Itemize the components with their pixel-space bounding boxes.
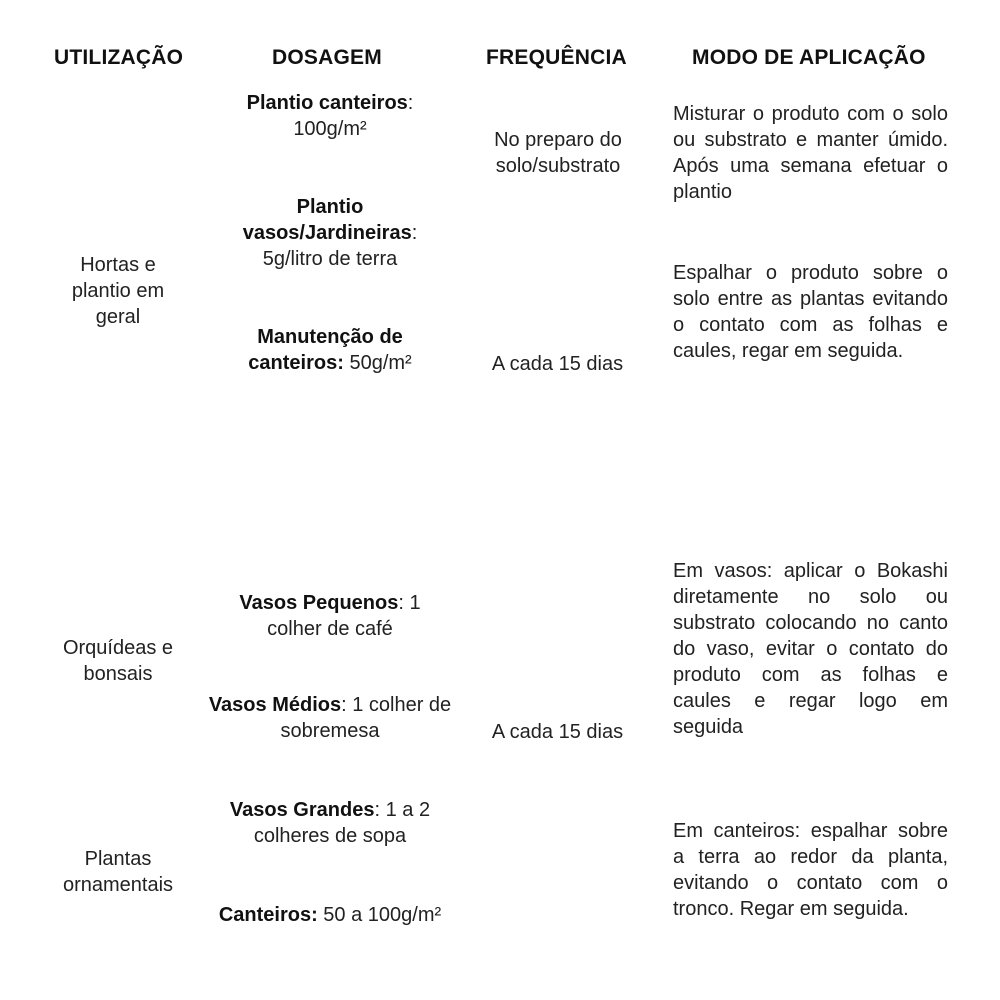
header-dosagem: DOSAGEM — [272, 46, 382, 69]
dosagem-label: Manutenção de canteiros: — [248, 326, 403, 374]
dosagem-value: 1 a 2 colheres de sopa — [253, 799, 431, 847]
dosagem-value: 50g/m² — [349, 352, 412, 374]
dosagem-vasos-grandes — [210, 797, 450, 849]
header-modo-aplicacao: MODO DE APLICAÇÃO — [692, 46, 926, 69]
frequencia-preparo: No preparo do solo/substrato — [494, 129, 622, 177]
frequencia-15-dias-2: A cada 15 dias — [491, 721, 624, 743]
header-frequencia: FREQUÊNCIA — [486, 46, 627, 69]
dosagem-sep: : — [407, 92, 414, 114]
dosagem-sep: : — [411, 222, 418, 244]
dosagem-value: 100g/m² — [293, 118, 367, 140]
utilizacao-hortas: Hortas e plantio em geral — [71, 254, 165, 328]
dosagem-manutencao-canteiros — [205, 324, 455, 376]
modo-espalhar: Espalhar o produto sobre o solo entre as plantas evitando o contato com as folhas e caules, regar em seguida. — [673, 262, 948, 362]
header-utilizacao: UTILIZAÇÃO — [54, 46, 184, 69]
utilizacao-plantas-ornamentais: Plantas ornamentais — [62, 848, 174, 896]
dosagem-label: Vasos Grandes — [229, 799, 375, 821]
modo-em-canteiros: Em canteiros: espalhar sobre a terra ao redor da planta, evitando o contato com o tronco. Regar em seguida. — [673, 820, 948, 920]
dosagem-value: 1 colher de sobremesa — [280, 694, 452, 742]
dosagem-plantio-canteiros — [210, 90, 450, 142]
dosagem-sep: : — [374, 799, 381, 821]
dosagem-label: Plantio vasos/Jardineiras — [242, 196, 412, 244]
dosagem-canteiros — [215, 902, 445, 928]
dosagem-vasos-pequenos — [210, 590, 450, 642]
dosagem-sep: : — [341, 694, 347, 716]
dosagem-vasos-medios — [205, 692, 455, 744]
dosagem-label: Plantio canteiros — [246, 92, 408, 114]
utilizacao-orquideas: Orquídeas e bonsais — [62, 637, 174, 685]
dosagem-label: Vasos Pequenos — [239, 592, 399, 614]
modo-misturar: Misturar o produto com o solo ou substrato e manter úmido. Após uma semana efetuar o plantio — [673, 103, 948, 203]
dosagem-value: 50 a 100g/m² — [323, 904, 442, 926]
frequencia-15-dias: A cada 15 dias — [491, 353, 624, 375]
dosagem-sep: : — [398, 592, 404, 614]
dosagem-plantio-vasos — [205, 194, 455, 272]
dosagem-label: Canteiros: — [218, 904, 318, 926]
dosagem-label: Vasos Médios — [208, 694, 342, 716]
dosagem-value: 5g/litro de terra — [262, 248, 398, 270]
modo-em-vasos: Em vasos: aplicar o Bokashi diretamente no solo ou substrato colocando no canto do vaso, evitar o contato do produto com as folhas e caules e regar logo em seguida — [673, 560, 948, 738]
dosagem-value: 1 colher de café — [267, 592, 421, 640]
